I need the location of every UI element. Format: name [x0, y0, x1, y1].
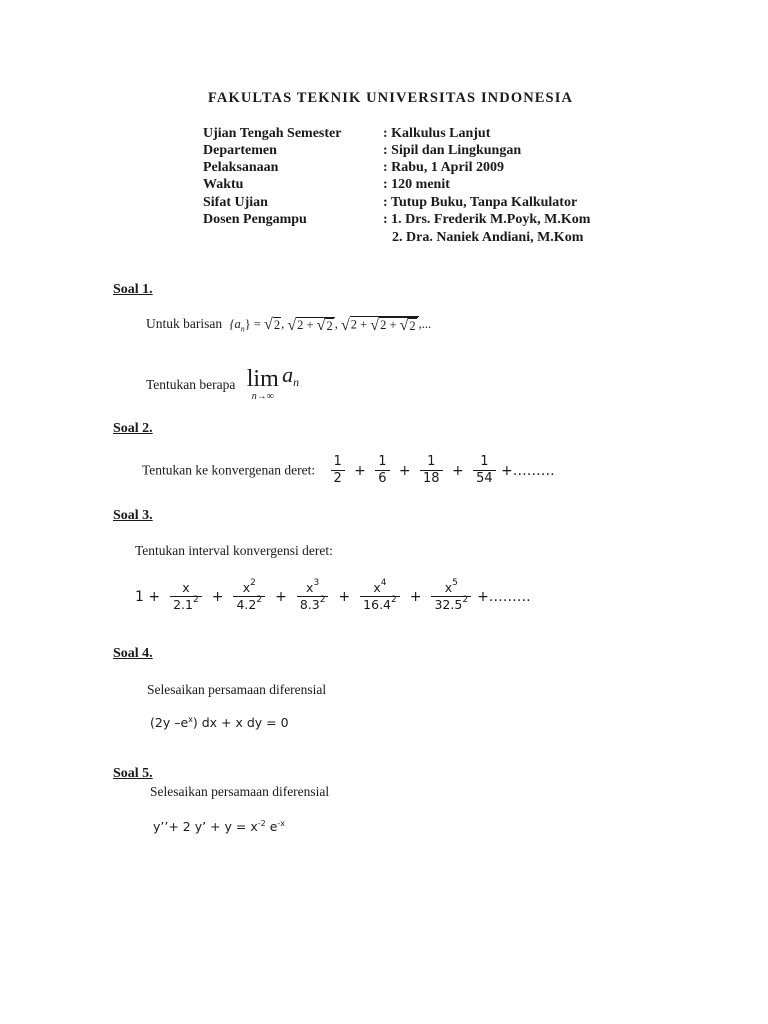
info-value-duration: : 120 menit [383, 177, 450, 192]
soal-4-text: Selesaikan persamaan diferensial [147, 682, 327, 697]
sequence-eq: } = [244, 317, 261, 331]
soal-2-text: Tentukan ke konvergenan deret: [142, 462, 316, 478]
power-series-tail: +……… [477, 588, 531, 605]
soal-4-heading: Soal 4. [113, 646, 153, 661]
sequence-lhs: {a [229, 317, 241, 331]
power-series-term-3: $\frac{x^3}{8.3^2}$ [297, 580, 329, 613]
power-series-term-1: $\frac{x}{2.1^2}$ [170, 580, 202, 613]
info-value-exam: : Kalkulus Lanjut [383, 126, 491, 141]
radical-term-2: √ 2 + √ 2 [287, 316, 333, 334]
series-tail: +……… [500, 462, 555, 479]
info-label-department: Departemen [203, 143, 277, 158]
power-series-term-5: $\frac{x^5}{32.5^2}$ [431, 580, 471, 613]
info-label-date: Pelaksanaan [203, 160, 279, 175]
soal-3-series: 1 + $\frac{x}{2.1^2}$ + $\frac{x^2}{4.2^2}$ + $\frac{x^3}{8.3^2}$ + $\frac{x^4}{16.4^2}$ + $\frac{x^5}{32.5^2}$ +……… [135, 578, 531, 612]
soal-2-heading: Soal 2. [113, 421, 153, 436]
soal-5-text: Selesaikan persamaan diferensial [150, 784, 330, 799]
soal-3-text: Tentukan interval konvergensi deret: [135, 543, 333, 558]
series-term-3: $\frac{1}{18}$ [420, 454, 443, 487]
info-value-lecturer-2: 2. Dra. Naniek Andiani, M.Kom [392, 230, 584, 245]
soal-4-equation: (2y $-e^x$) dx + x dy = 0 [150, 715, 289, 731]
document-title: FAKULTAS TEKNIK UNIVERSITAS INDONESIA [208, 90, 574, 106]
soal-1-question [146, 362, 299, 403]
info-label-nature: Sifat Ujian [203, 195, 268, 210]
power-series-term-2: $\frac{x^2}{4.2^2}$ [233, 580, 265, 613]
info-value-date: : Rabu, 1 April 2009 [383, 160, 504, 175]
info-label-lecturer: Dosen Pengampu [203, 212, 307, 227]
series-term-1: $\frac{1}{2}$ [331, 454, 345, 487]
limit-expression: lim n→∞ [246, 365, 279, 402]
sequence-expression: $\{a_n\}$ = √ 2 , √ 2 + √ 2 , √ 2 + √ 2 + √ 2 ,... [229, 316, 432, 335]
series-lead: 1 + [135, 588, 161, 605]
series-term-2: $\frac{1}{6}$ [375, 454, 389, 487]
radical-term-3: √ 2 + √ 2 + √ 2 [341, 316, 419, 334]
info-label-duration: Waktu [203, 177, 244, 192]
soal-1-question-text: Tentukan berapa [146, 376, 236, 392]
info-value-lecturer-1: : 1. Drs. Frederik M.Poyk, M.Kom [383, 212, 591, 227]
soal-5-equation: y’’+ 2 y’ + $y = x^{-2}$ $e^{-x}$ [153, 819, 286, 835]
soal-2-statement: Tentukan ke konvergenan deret: $\frac{1}{2}$ + $\frac{1}{6}$ + $\frac{1}{18}$ + $\frac{1}{54}$ +……… [142, 454, 555, 486]
limit-a: a [282, 362, 294, 387]
sequence-ellipsis: ,... [418, 317, 432, 331]
info-value-nature: : Tutup Buku, Tanpa Kalkulator [383, 195, 578, 210]
info-label-exam: Ujian Tengah Semester [203, 126, 342, 141]
soal-3-heading: Soal 3. [113, 508, 153, 523]
sequence-sub: n [240, 324, 245, 334]
info-value-department: : Sipil dan Lingkungan [383, 143, 522, 158]
limit-a-sub: n [293, 375, 300, 389]
radical-term-1: √ 2 [264, 316, 281, 334]
soal-1-text: Untuk barisan [146, 316, 223, 331]
soal-1-statement [146, 316, 431, 334]
power-series-term-4: $\frac{x^4}{16.4^2}$ [360, 580, 400, 613]
soal-1-heading: Soal 1. [113, 282, 153, 297]
soal-5-heading: Soal 5. [113, 766, 153, 781]
series-term-4: $\frac{1}{54}$ [473, 454, 496, 487]
